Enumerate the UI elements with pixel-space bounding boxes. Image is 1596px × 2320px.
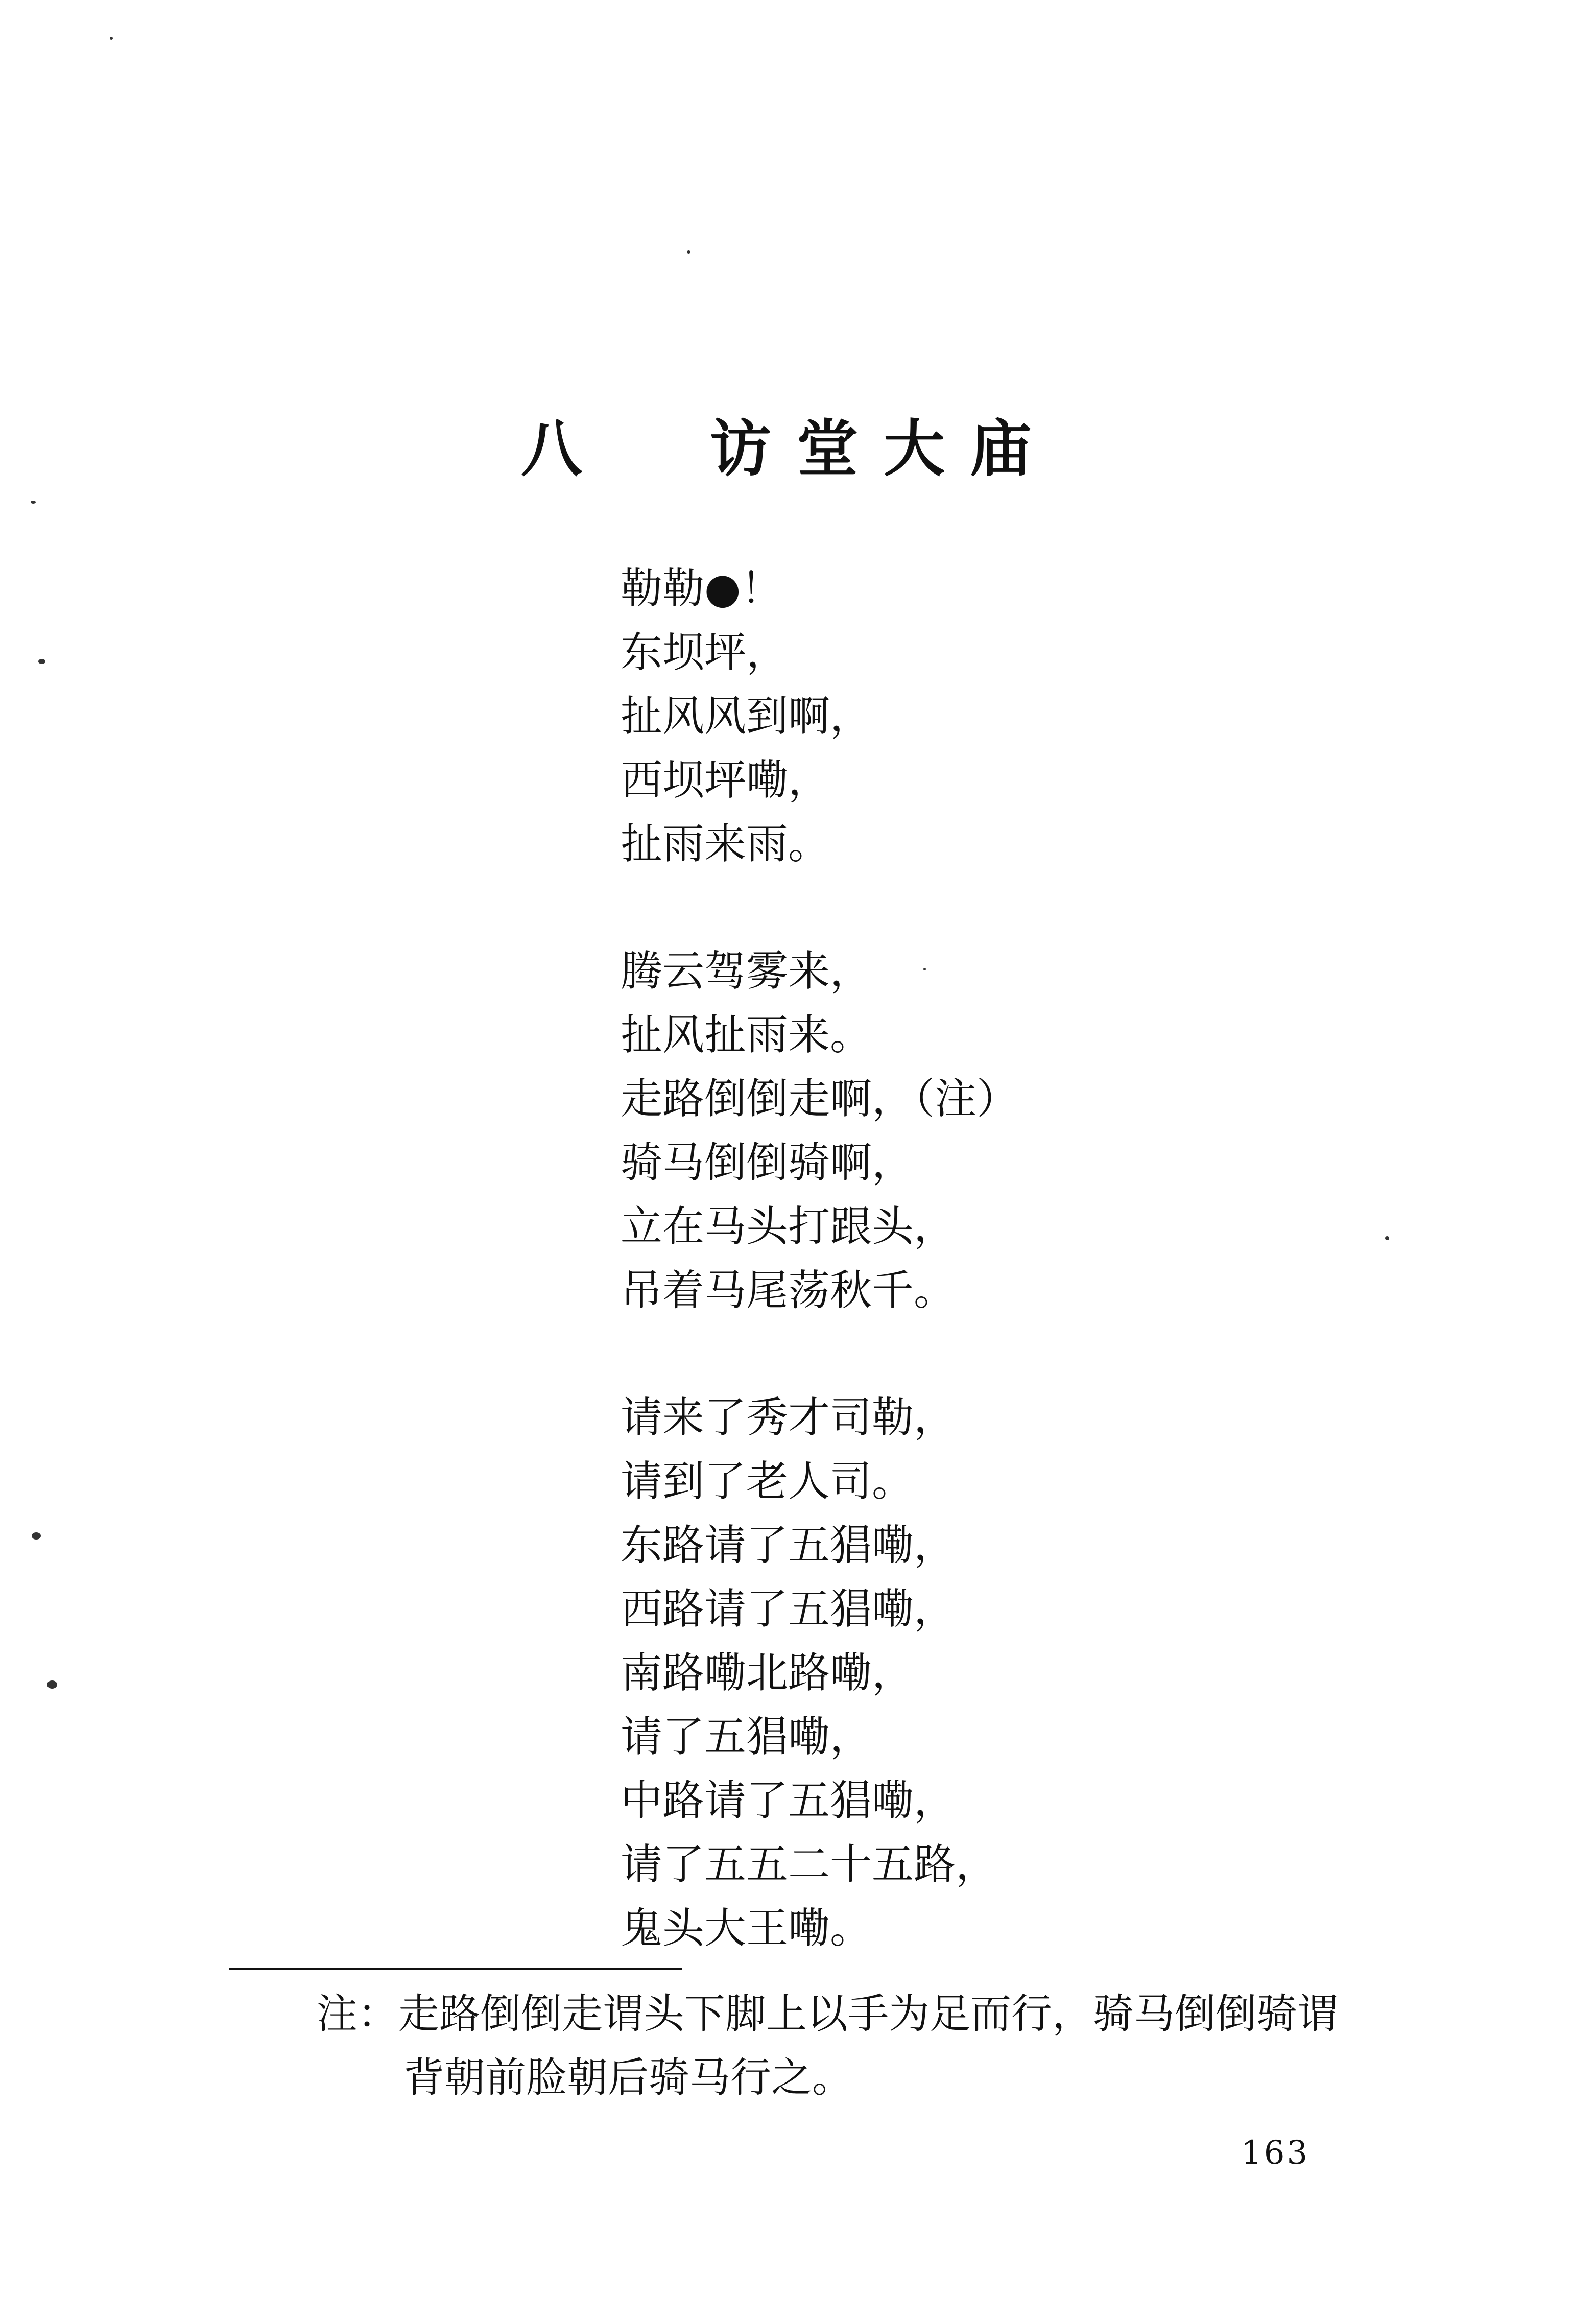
poem-stanza xyxy=(621,939,1336,1322)
chapter-number: 八 xyxy=(521,414,582,485)
footnote-divider xyxy=(229,1968,682,1970)
scan-speck xyxy=(38,659,45,664)
poem-stanza xyxy=(621,1386,1336,1960)
poem-line: 腾云驾雾来， xyxy=(621,947,872,996)
scan-speck xyxy=(687,250,690,254)
scan-speck xyxy=(1385,1236,1389,1240)
poem-line: 请到了老人司。 xyxy=(621,1457,914,1506)
poem-line: 鬼头大王嘞。 xyxy=(621,1904,872,1953)
scan-speck xyxy=(32,1532,41,1540)
poem-line: 南路嘞北路嘞， xyxy=(621,1649,914,1697)
poem-line: 西坝坪嘞， xyxy=(621,756,830,804)
scan-speck xyxy=(31,501,36,504)
poem-line: 西路请了五猖嘞， xyxy=(621,1585,956,1634)
poem-line: 骑马倒倒骑啊， xyxy=(621,1139,914,1187)
poem xyxy=(621,557,1336,2024)
poem-line: 请了五五二十五路， xyxy=(621,1840,998,1889)
footnote xyxy=(317,1982,1440,2110)
poem-line: 东路请了五猖嘞， xyxy=(621,1521,956,1570)
footnote-line: 注：走路倒倒走谓头下脚上以手为足而行，骑马倒倒骑谓 xyxy=(317,1990,1338,2038)
footnote-line: 背朝前脸朝后骑马行之。 xyxy=(403,2054,853,2101)
poem-line: 立在马头打跟头， xyxy=(621,1202,956,1251)
poem-line: 扯风扯雨来。 xyxy=(621,1011,872,1059)
poem-line: 勒勒●！ xyxy=(621,564,783,613)
chapter-name: 访堂大庙 xyxy=(710,414,1057,485)
poem-line: 请了五猖嘞， xyxy=(621,1713,872,1761)
poem-line: 请来了秀才司勒， xyxy=(621,1393,956,1442)
poem-line: 吊着马尾荡秋千。 xyxy=(621,1266,956,1315)
poem-line: 扯雨来雨。 xyxy=(621,820,830,868)
scan-speck xyxy=(110,37,113,40)
poem-line: 中路请了五猖嘞， xyxy=(621,1777,956,1825)
poem-line: 扯风风到啊， xyxy=(621,692,872,741)
poem-line: 走路倒倒走啊，（注） xyxy=(621,1075,1019,1123)
page-number: 163 xyxy=(1241,2134,1310,2172)
poem-line: 东坝坪， xyxy=(621,628,789,677)
scan-speck xyxy=(47,1680,57,1689)
chapter-title xyxy=(511,409,1124,490)
poem-stanza xyxy=(621,557,1336,876)
